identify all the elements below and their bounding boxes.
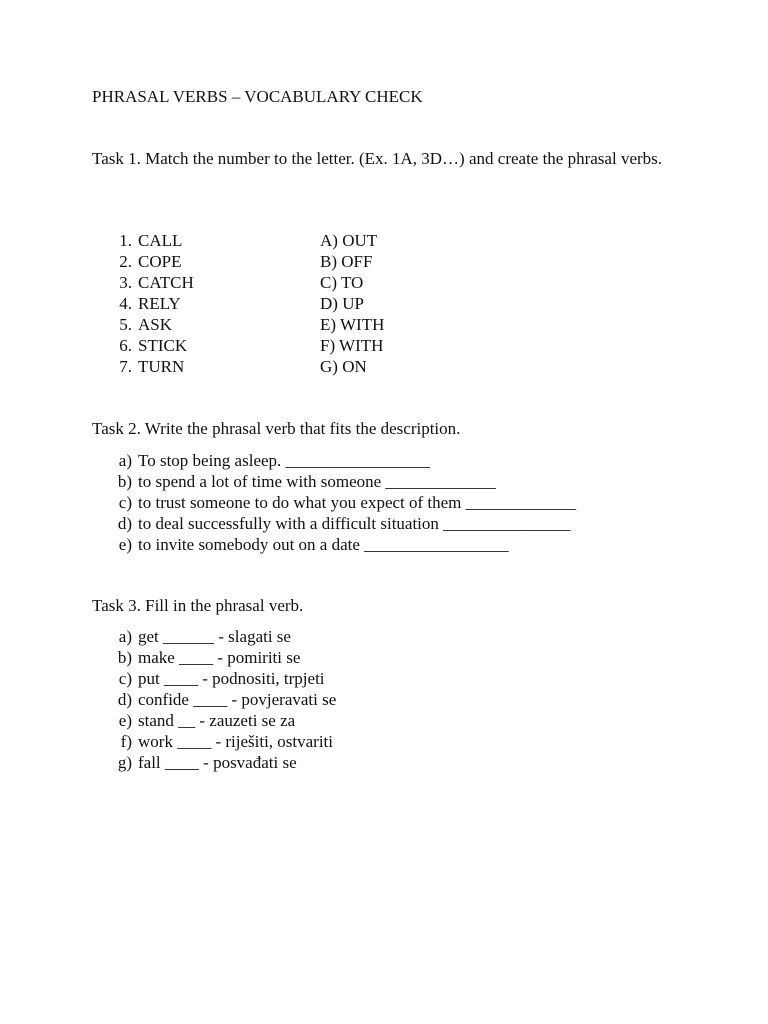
list-marker: e) — [118, 535, 132, 554]
verb-text: CALL — [138, 231, 183, 250]
list-marker: e) — [118, 711, 132, 730]
list-item — [108, 668, 336, 689]
list-item — [108, 710, 336, 731]
verb-text: TURN — [138, 357, 185, 376]
fill-text: stand __ - zauzeti se za — [138, 711, 296, 730]
list-marker: a) — [118, 627, 132, 646]
task2-heading: Task 2. Write the phrasal verb that fits the description. — [92, 419, 461, 438]
list-item: C) TO — [320, 273, 364, 292]
list-item — [108, 471, 576, 492]
list-item — [108, 647, 336, 668]
page-title: PHRASAL VERBS – VOCABULARY CHECK — [92, 87, 423, 106]
list-item: F) WITH — [320, 336, 384, 355]
list-marker: 5. — [119, 315, 132, 334]
task3-fill-list — [108, 626, 336, 773]
list-item — [108, 513, 576, 534]
list-item: B) OFF — [320, 252, 373, 271]
list-item — [108, 293, 194, 314]
verb-text: COPE — [138, 252, 182, 271]
list-item — [108, 626, 336, 647]
list-marker: f) — [120, 732, 132, 751]
verb-text: CATCH — [138, 273, 194, 292]
list-marker: 2. — [119, 252, 132, 271]
task1-heading: Task 1. Match the number to the letter. (Ex. 1A, 3D…) and create the phrasal verbs. — [92, 149, 663, 168]
list-item: G) ON — [320, 357, 367, 376]
description-text: to trust someone to do what you expect of them _____________ — [138, 493, 577, 512]
list-item — [108, 356, 194, 377]
list-item — [108, 689, 336, 710]
list-item — [108, 251, 194, 272]
list-item — [108, 731, 336, 752]
list-marker: c) — [118, 493, 132, 512]
list-marker: 3. — [119, 273, 132, 292]
description-text: To stop being asleep. _________________ — [138, 451, 431, 470]
list-item — [108, 230, 194, 251]
fill-text: make ____ - pomiriti se — [138, 648, 301, 667]
list-item — [108, 335, 194, 356]
list-marker: 1. — [119, 231, 132, 250]
task1-verb-list — [108, 230, 194, 377]
list-item: A) OUT — [320, 231, 378, 250]
list-marker: b) — [117, 472, 132, 491]
list-marker: 4. — [119, 294, 132, 313]
list-item — [108, 534, 576, 555]
task3-heading: Task 3. Fill in the phrasal verb. — [92, 596, 304, 615]
fill-text: confide ____ - povjeravati se — [138, 690, 337, 709]
list-marker: d) — [117, 514, 132, 533]
list-marker: d) — [117, 690, 132, 709]
fill-text: fall ____ - posvađati se — [138, 753, 297, 772]
list-item — [108, 752, 336, 773]
list-item — [108, 272, 194, 293]
task1-particle-list — [320, 230, 384, 377]
list-item: D) UP — [320, 294, 364, 313]
fill-text: work ____ - riješiti, ostvariti — [138, 732, 334, 751]
description-text: to spend a lot of time with someone _____________ — [138, 472, 496, 491]
list-item — [108, 492, 576, 513]
verb-text: RELY — [138, 294, 181, 313]
list-item — [108, 314, 194, 335]
verb-text: STICK — [138, 336, 188, 355]
list-marker: g) — [117, 753, 132, 772]
fill-text: get ______ - slagati se — [138, 627, 291, 646]
fill-text: put ____ - podnositi, trpjeti — [138, 669, 325, 688]
list-item — [108, 450, 576, 471]
list-marker: c) — [118, 669, 132, 688]
verb-text: ASK — [138, 315, 173, 334]
list-marker: b) — [117, 648, 132, 667]
list-item: E) WITH — [320, 315, 385, 334]
description-text: to invite somebody out on a date _________________ — [138, 535, 509, 554]
description-text: to deal successfully with a difficult situation _______________ — [138, 514, 571, 533]
task2-description-list — [108, 450, 576, 555]
list-marker: 6. — [119, 336, 132, 355]
list-marker: a) — [118, 451, 132, 470]
list-marker: 7. — [119, 357, 132, 376]
